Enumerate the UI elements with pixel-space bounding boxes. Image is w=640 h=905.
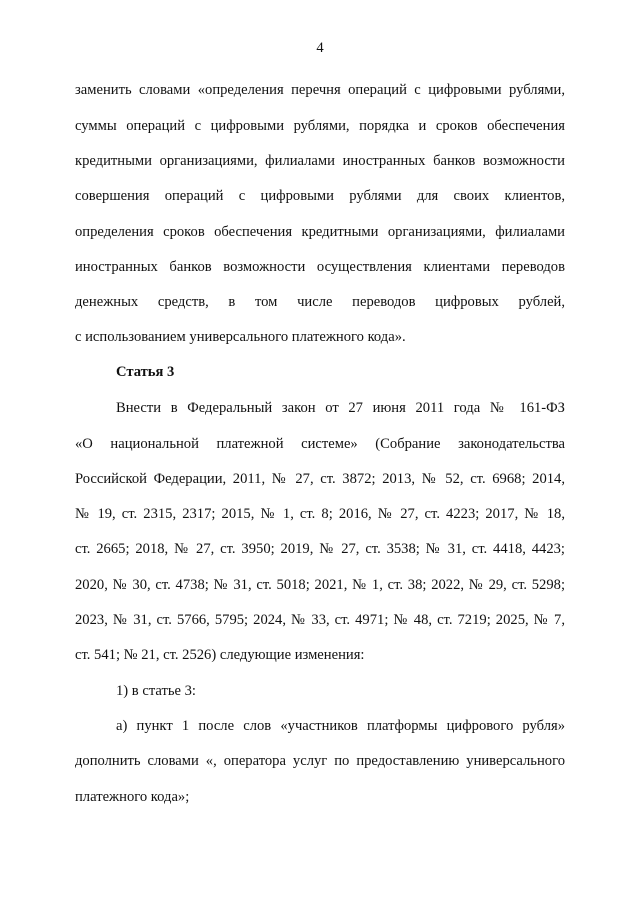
text-line: «О национальной платежной системе» (Собрание законодательства xyxy=(75,436,565,452)
text-line: иностранных банков возможности осуществления клиентами переводов xyxy=(75,259,565,275)
text-line: суммы операций с цифровыми рублями, порядка и сроков обеспечения xyxy=(75,118,565,134)
text-line: с использованием универсального платежного кода». xyxy=(75,329,406,345)
text-line: № 19, ст. 2315, 2317; 2015, № 1, ст. 8; 2016, № 27, ст. 4223; 2017, № 18, xyxy=(75,506,565,522)
text-line: 2020, № 30, ст. 4738; № 31, ст. 5018; 2021, № 1, ст. 38; 2022, № 29, ст. 5298; xyxy=(75,577,565,593)
text-line: платежного кода»; xyxy=(75,789,190,805)
text-line: 2023, № 31, ст. 5766, 5795; 2024, № 33, ст. 4971; № 48, ст. 7219; 2025, № 7, xyxy=(75,612,565,628)
list-item: 1) в статье 3: xyxy=(116,683,196,699)
article-heading: Статья 3 xyxy=(116,364,175,380)
text-line: ст. 541; № 21, ст. 2526) следующие изменения: xyxy=(75,647,365,663)
text-line: а) пункт 1 после слов «участников платформы цифрового рубля» xyxy=(116,718,565,734)
text-line: Российской Федерации, 2011, № 27, ст. 3872; 2013, № 52, ст. 6968; 2014, xyxy=(75,471,565,487)
text-line: денежных средств, в том числе переводов цифровых рублей, xyxy=(75,294,565,310)
text-line: совершения операций с цифровыми рублями для своих клиентов, xyxy=(75,188,565,204)
text-line: дополнить словами «, оператора услуг по предоставлению универсального xyxy=(75,753,565,769)
text-line: Внести в Федеральный закон от 27 июня 2011 года № 161-ФЗ xyxy=(116,400,565,416)
page-number: 4 xyxy=(316,40,324,56)
text-line: ст. 2665; 2018, № 27, ст. 3950; 2019, № 27, ст. 3538; № 31, ст. 4418, 4423; xyxy=(75,541,565,557)
text-line: определения сроков обеспечения кредитными организациями, филиалами xyxy=(75,224,565,240)
text-line: заменить словами «определения перечня операций с цифровыми рублями, xyxy=(75,82,565,98)
text-line: кредитными организациями, филиалами иностранных банков возможности xyxy=(75,153,565,169)
